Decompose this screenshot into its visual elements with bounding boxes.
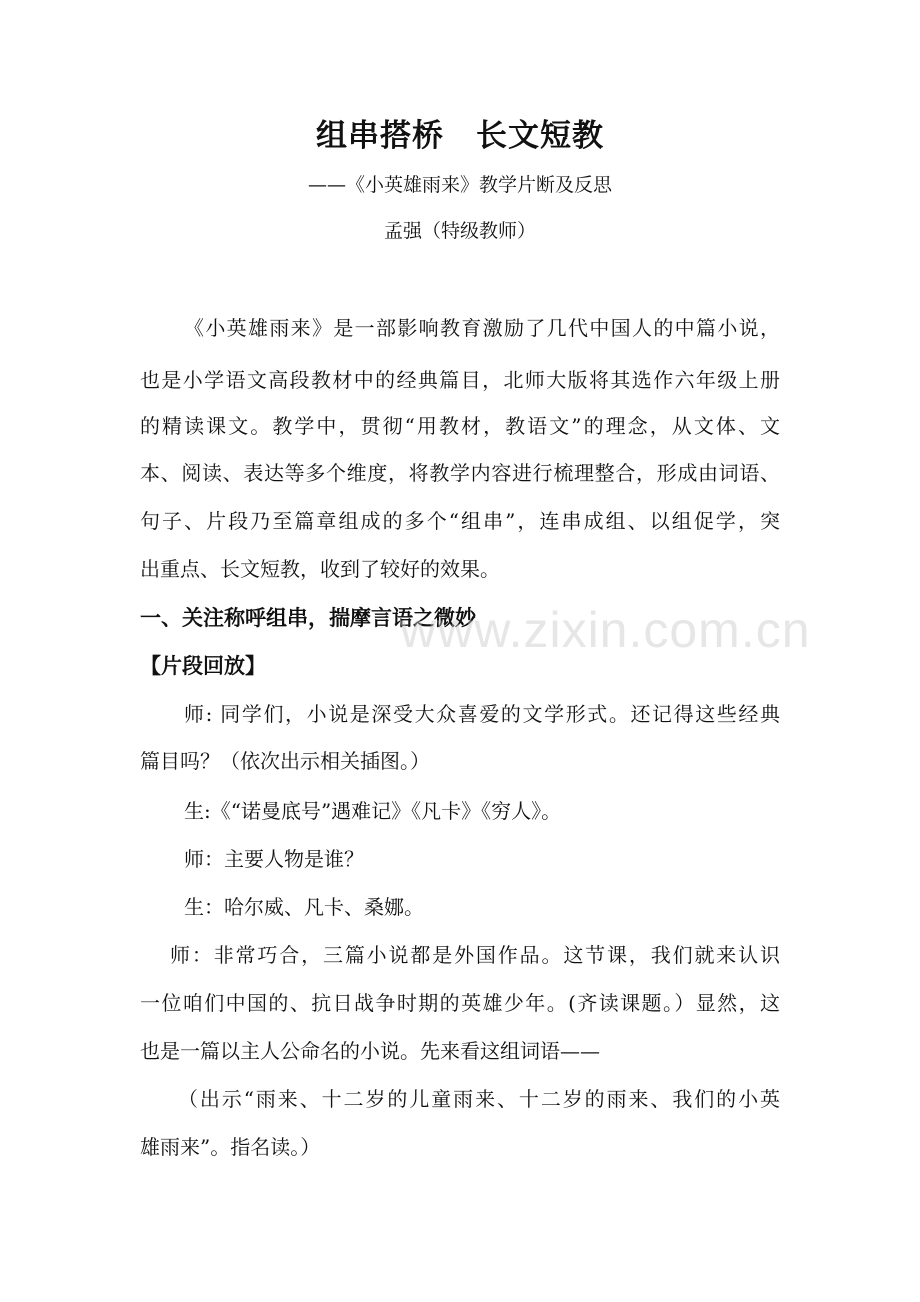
intro-line: 本、阅读、表达等多个维度，将教学内容进行梳理整合，形成由词语、	[140, 461, 780, 485]
section-heading: 一、关注称呼组串，揣摩言语之微妙	[140, 606, 476, 630]
intro-line: 也是小学语文高段教材中的经典篇目，北师大版将其选作六年级上册	[140, 368, 780, 392]
watermark: www.zixin.com.cn	[400, 602, 811, 658]
intro-line: 的精读课文。教学中，贯彻“用教材，教语文”的理念，从文体、文	[140, 414, 780, 438]
dialogue-line: 雄雨来”。指名读。）	[140, 1135, 321, 1159]
dialogue-line: 篇目吗？（依次出示相关插图。）	[140, 749, 430, 773]
dialogue-line: （出示“雨来、十二岁的儿童雨来、十二岁的雨来、我们的小英	[178, 1087, 780, 1111]
document-author: 孟强（特级教师）	[383, 220, 536, 242]
dialogue-line: 生：哈尔威、凡卡、桑娜。	[184, 895, 424, 919]
dialogue-line: 生:《“诺曼底号”遇难记》《凡卡》《穷人》。	[184, 799, 562, 823]
document-subtitle: ——《小英雄雨来》教学片断及反思	[307, 174, 612, 196]
intro-line: 出重点、长文短教，收到了较好的效果。	[140, 557, 500, 581]
intro-line: 《小英雄雨来》是一部影响教育激励了几代中国人的中篇小说，	[184, 316, 780, 340]
intro-line: 句子、片段乃至篇章组成的多个“组串”，连串成组、以组促学，突	[140, 509, 780, 533]
fragment-label: 【片段回放】	[140, 654, 266, 678]
dialogue-line: 也是一篇以主人公命名的小说。先来看这组词语——	[140, 1039, 600, 1063]
document-title: 组串搭桥 长文短教	[316, 118, 604, 154]
dialogue-line: 师：主要人物是谁？	[184, 847, 364, 871]
dialogue-line: 师：非常巧合，三篇小说都是外国作品。这节课，我们就来认识	[170, 943, 780, 967]
dialogue-line: 师: 同学们，小说是深受大众喜爱的文学形式。还记得这些经典	[184, 702, 780, 726]
dialogue-line: 一位咱们中国的、抗日战争时期的英雄少年。(齐读课题。）显然，这	[140, 991, 780, 1015]
